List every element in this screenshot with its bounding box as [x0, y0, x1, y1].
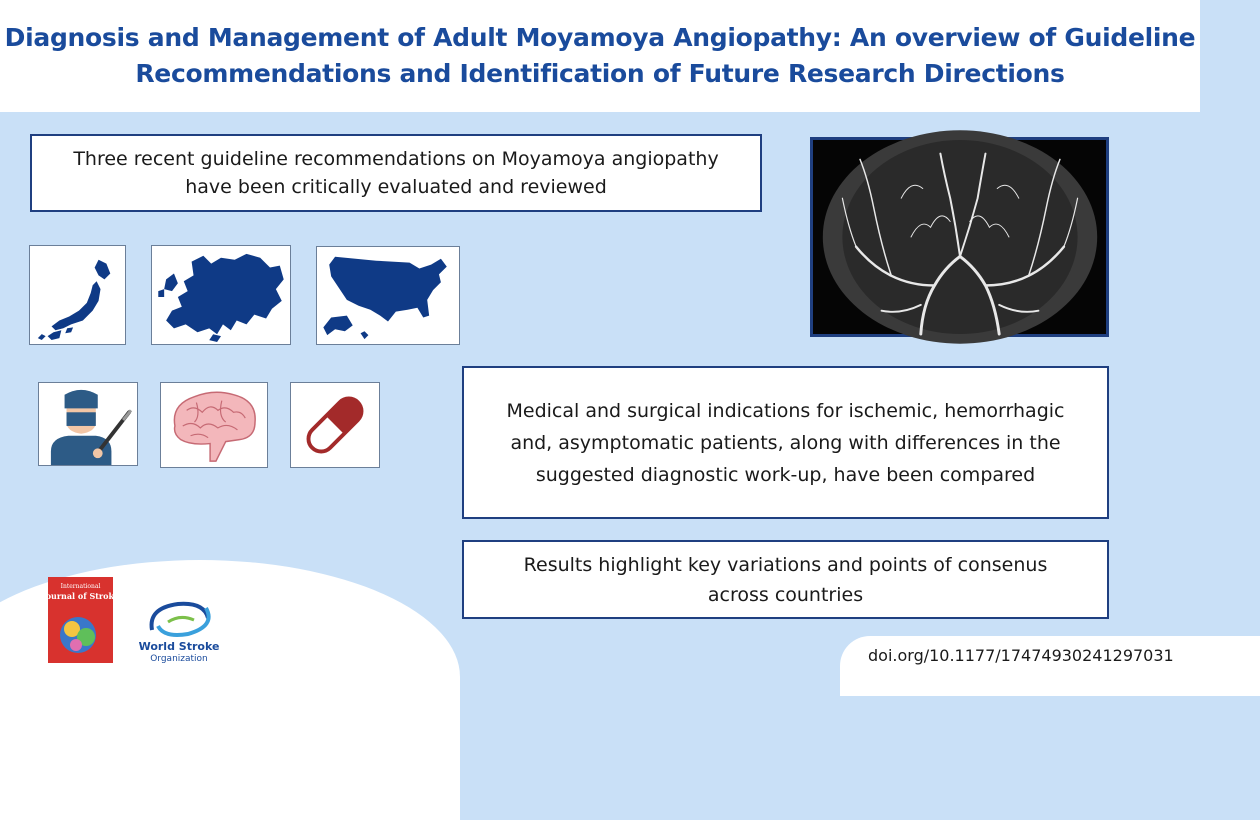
- indications-line-2: and, asymptomatic patients, along with differences in the: [510, 431, 1061, 454]
- title-line-2: Recommendations and Identification of Future Research Directions: [135, 59, 1065, 88]
- guidelines-reviewed-box: [30, 134, 762, 212]
- usa-map-icon: [316, 246, 460, 345]
- header-banner: [0, 0, 1200, 112]
- doi-background: [840, 636, 1260, 696]
- surgeon-icon: [38, 382, 138, 466]
- organization-name: World Stroke: [138, 640, 220, 653]
- indications-line-3: suggested diagnostic work-up, have been compared: [535, 463, 1036, 486]
- results-line-1: Results highlight key variations and points of consenus: [523, 553, 1048, 576]
- indications-line-1: Medical and surgical indications for ischemic, hemorrhagic: [506, 399, 1065, 422]
- results-box: [462, 540, 1109, 619]
- title-line-1: Diagnosis and Management of Adult Moyamoya Angiopathy: An overview of Guideline: [4, 23, 1196, 52]
- guidelines-line-1: Three recent guideline recommendations on Moyamoya angiopathy: [73, 148, 719, 170]
- japan-map-icon: [29, 245, 126, 345]
- angiography-image: [810, 137, 1109, 337]
- europe-map-icon: [151, 245, 291, 345]
- journal-title-line-1: International: [60, 583, 101, 590]
- doi-link[interactable]: doi.org/10.1177/17474930241297031: [868, 646, 1174, 665]
- results-line-2: across countries: [707, 583, 864, 606]
- organization-subtitle: Organization: [150, 654, 208, 664]
- guidelines-line-2: have been critically evaluated and reviewed: [185, 176, 607, 198]
- journal-cover[interactable]: [41, 577, 120, 663]
- brain-icon: [160, 382, 268, 468]
- indications-compared-box: [462, 366, 1109, 519]
- pill-icon: [290, 382, 380, 468]
- journal-title-line-2: Journal of Stroke: [41, 591, 120, 601]
- world-stroke-logo-icon: [138, 596, 220, 640]
- page-title: [5, 20, 1196, 92]
